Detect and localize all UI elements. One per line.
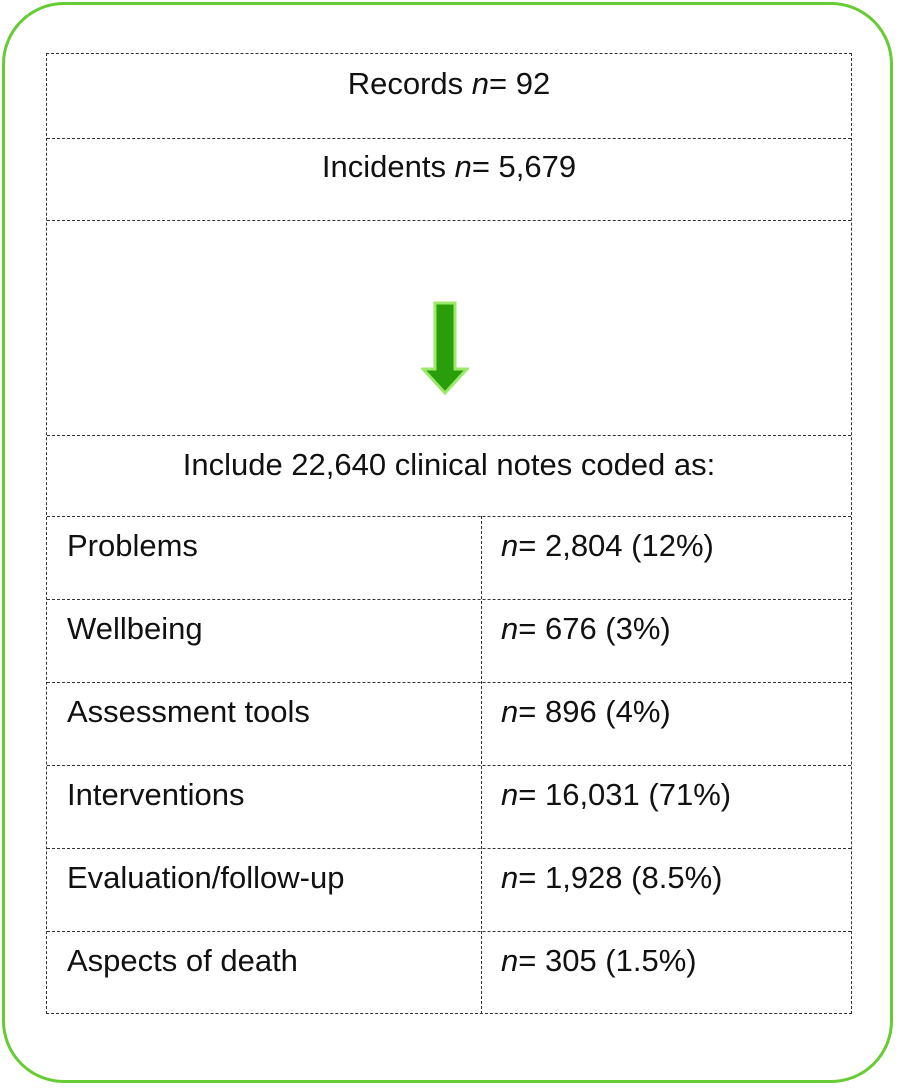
row-divider — [47, 138, 851, 139]
incidents-row — [47, 149, 851, 185]
count-value: = 305 (1.5%) — [518, 943, 697, 978]
row-divider — [47, 516, 851, 517]
records-row — [47, 66, 851, 102]
n-symbol: n — [501, 694, 519, 729]
n-symbol: n — [501, 528, 519, 563]
category-label: Wellbeing — [67, 611, 203, 646]
n-symbol: n — [501, 860, 519, 895]
category-label: Assessment tools — [67, 694, 310, 729]
row-divider — [47, 848, 851, 849]
n-symbol: n — [501, 777, 519, 812]
category-label: Evaluation/follow-up — [67, 860, 345, 895]
n-symbol: n — [501, 943, 519, 978]
category-count — [501, 777, 731, 813]
row-divider — [47, 765, 851, 766]
category-count — [501, 860, 722, 896]
n-symbol: n — [501, 611, 519, 646]
row-divider — [47, 599, 851, 600]
flow-table — [46, 53, 852, 1014]
count-value: = 16,031 (71%) — [518, 777, 732, 812]
row-divider — [47, 931, 851, 932]
records-label: Records — [347, 66, 464, 101]
count-value: = 1,928 (8.5%) — [518, 860, 723, 895]
records-n-symbol: n — [471, 66, 490, 101]
column-divider — [481, 516, 482, 1014]
down-arrow-icon — [421, 301, 469, 396]
category-label: Problems — [67, 528, 198, 563]
category-label: Interventions — [67, 777, 245, 812]
category-count — [501, 694, 671, 730]
category-count — [501, 611, 671, 647]
records-value: = 92 — [489, 66, 551, 101]
incidents-n-symbol: n — [454, 149, 472, 184]
incidents-label: Incidents — [321, 149, 446, 184]
incidents-value: = 5,679 — [471, 149, 577, 184]
count-value: = 676 (3%) — [518, 611, 671, 646]
category-count — [501, 528, 714, 564]
row-divider — [47, 220, 851, 221]
include-heading: Include 22,640 clinical notes coded as: — [182, 447, 716, 482]
category-count — [501, 943, 697, 979]
category-label: Aspects of death — [67, 943, 298, 978]
count-value: = 2,804 (12%) — [518, 528, 714, 563]
row-divider — [47, 435, 851, 436]
count-value: = 896 (4%) — [518, 694, 671, 729]
row-divider — [47, 682, 851, 683]
